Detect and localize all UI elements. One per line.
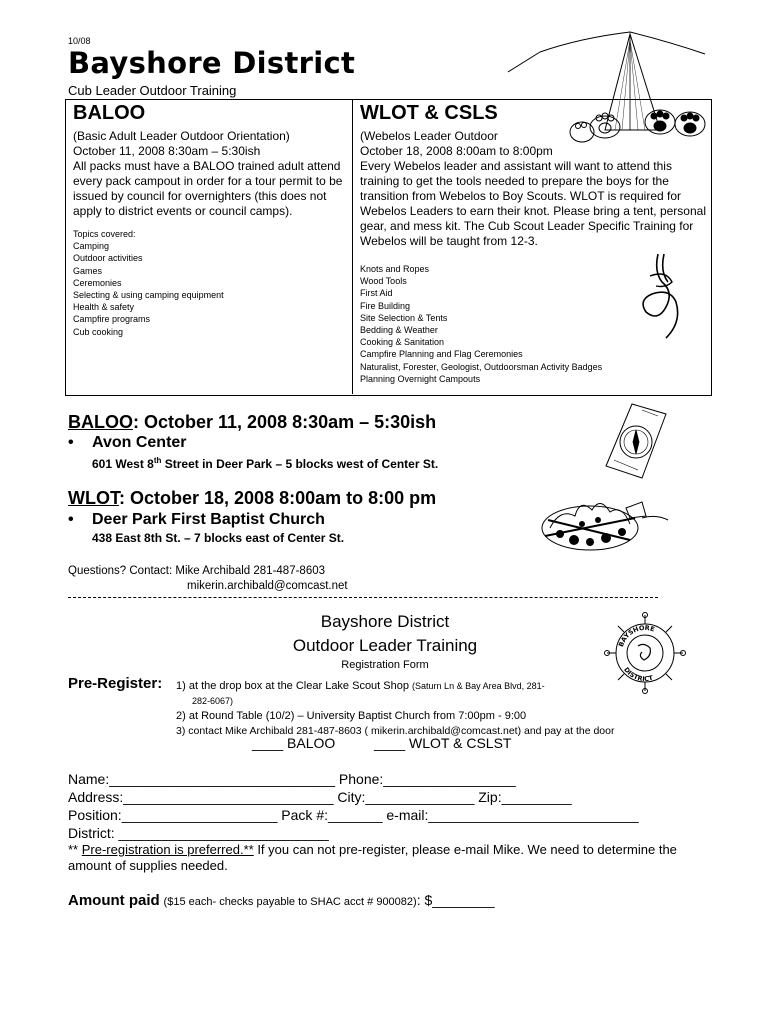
list-item: Outdoor activities (73, 253, 143, 264)
wlot-event-when: : October 18, 2008 8:00am to 8:00 pm (119, 488, 437, 508)
list-item: Cooking & Sanitation (360, 337, 445, 348)
baloo-description: All packs must have a BALOO trained adult attend every pack campout in order for a tour permit to be issued by council for overnighters (this does not apply to district events or council camps). (73, 159, 343, 218)
list-item: Health & safety (73, 302, 135, 313)
prereg-option-1-detail: (Saturn Ln & Bay Area Blvd, 281- (412, 681, 545, 691)
training-info-boxes (65, 99, 712, 396)
baloo-place: Avon Center (92, 434, 187, 451)
document-title: Bayshore District (68, 46, 356, 80)
wlot-info-column (360, 100, 706, 385)
choice-wlot[interactable]: ____ WLOT & CSLST (374, 735, 512, 751)
prereg-option-3: 3) contact Mike Archibald 281-487-8603 ( mikerin.archibald@comcast.net) and pay at the door (176, 725, 615, 737)
wlot-event-label: WLOT (68, 488, 119, 508)
district-field[interactable]: District: ___________________________ (68, 825, 329, 841)
form-subtitle: Registration Form (341, 659, 429, 671)
seal-text-bottom: DISTRICT (622, 665, 654, 684)
svg-text:DISTRICT (622, 666, 654, 683)
baloo-location (68, 434, 187, 452)
list-item: Naturalist, Forester, Geologist, Outdoorsman Activity Badges (360, 361, 603, 372)
compass-illustration (602, 400, 668, 480)
bullet: • (68, 434, 74, 451)
list-item: Wood Tools (360, 276, 407, 287)
address-part: Street in Deer Park – 5 blocks west of Center St. (161, 457, 439, 471)
baloo-subheading: (Basic Adult Leader Outdoor Orientation) (73, 129, 290, 143)
list-item: Bedding & Weather (360, 325, 438, 336)
amount-field[interactable]: $________ (424, 892, 495, 908)
baloo-event-title (68, 412, 436, 433)
note-underlined: Pre-registration is preferred.** (81, 842, 254, 857)
rope-knot-illustration (636, 252, 686, 342)
baloo-topics-list (73, 228, 348, 338)
cut-line-divider (68, 597, 658, 598)
topics-label: Topics covered: (73, 229, 136, 239)
list-item: Camping (73, 241, 110, 252)
list-item: Fire Building (360, 300, 411, 311)
prereg-option-1-cont: 282-6067) (192, 696, 234, 706)
box-divider (352, 99, 353, 394)
list-item: First Aid (360, 288, 393, 299)
amount-colon: : (416, 892, 421, 908)
contact-info (68, 564, 348, 594)
document-subtitle: Cub Leader Outdoor Training (68, 83, 237, 98)
wlot-subheading: (Webelos Leader Outdoor (360, 129, 498, 143)
contact-name-phone: Mike Archibald 281-487-8603 (175, 565, 326, 577)
district-seal-logo (604, 612, 686, 694)
preregistration-note (68, 842, 718, 874)
contact-label: Questions? Contact: (68, 565, 173, 577)
note-rest: If you can not pre-register, please e-mail Mike. We need to determine the amount of supplies needed. (68, 842, 677, 873)
note-prefix: ** (68, 842, 82, 857)
list-item: Site Selection & Tents (360, 312, 448, 323)
wlot-address: 438 East 8th St. – 7 blocks east of Center St. (92, 531, 345, 545)
address-part: 601 West 8 (92, 457, 154, 471)
baloo-heading: BALOO (73, 102, 146, 124)
wlot-date: October 18, 2008 8:00am to 8:00pm (360, 144, 553, 158)
list-item: Knots and Ropes (360, 264, 430, 274)
list-item: Campfire Planning and Flag Ceremonies (360, 349, 523, 360)
baloo-address (92, 456, 438, 471)
form-title-training: Outdoor Leader Training (292, 636, 478, 655)
registration-fields (68, 770, 708, 842)
contact-email: mikerin.archibald@comcast.net (187, 580, 348, 592)
name-phone-field[interactable]: Name:_____________________________ Phone:_________________ (68, 771, 516, 787)
baloo-event-when: : October 11, 2008 8:30am – 5:30ish (133, 412, 437, 432)
prereg-option-1: 1) at the drop box at the Clear Lake Scout Shop (176, 680, 409, 692)
preregister-options (176, 679, 614, 739)
list-item: Campfire programs (73, 314, 151, 325)
baloo-info-column (73, 100, 348, 338)
document-date: 10/08 (68, 36, 91, 46)
baloo-date: October 11, 2008 8:30am – 5:30ish (73, 144, 261, 158)
wlot-event-title (68, 488, 436, 509)
wlot-heading: WLOT & CSLS (360, 102, 498, 124)
list-item: Selecting & using camping equipment (73, 290, 224, 301)
amount-label: Amount paid (68, 892, 160, 909)
list-item: Planning Overnight Campouts (360, 373, 481, 384)
list-item: Ceremonies (73, 277, 122, 288)
preregister-label: Pre-Register: (68, 675, 163, 692)
wlot-location (68, 511, 325, 529)
ordinal-suffix: th (153, 456, 162, 465)
baloo-event-label: BALOO (68, 412, 133, 432)
amount-detail: ($15 each- checks payable to SHAC acct # 900082) (163, 896, 417, 908)
form-title-district: Bayshore District (320, 612, 450, 631)
bullet: • (68, 511, 74, 528)
wlot-place: Deer Park First Baptist Church (92, 511, 325, 528)
position-pack-email-field[interactable]: Position:____________________ Pack #:_______ e-mail:___________________________ (68, 807, 639, 823)
wlot-description: Every Webelos leader and assistant will want to attend this training to get the tools needed to prepare the boys for the transition from Webelos to Boy Scouts. WLOT is required for Webelos Leaders to earn their knot. Please bring a tent, personal gear, and mess kit. The Cub Scout Leader Specific Training for Webelos will be taught from 12-3. (360, 159, 706, 248)
list-item: Cub cooking (73, 326, 124, 337)
campfire-illustration (530, 488, 670, 558)
prereg-option-2: 2) at Round Table (10/2) – University Baptist Church from 7:00pm - 9:00 (176, 710, 527, 722)
address-city-zip-field[interactable]: Address:___________________________ City:______________ Zip:_________ (68, 789, 572, 805)
list-item: Games (73, 265, 103, 276)
amount-paid-line (68, 892, 495, 909)
seal-text-top: BAYSHORE (616, 623, 656, 648)
choice-baloo[interactable]: ____ BALOO (252, 735, 336, 751)
